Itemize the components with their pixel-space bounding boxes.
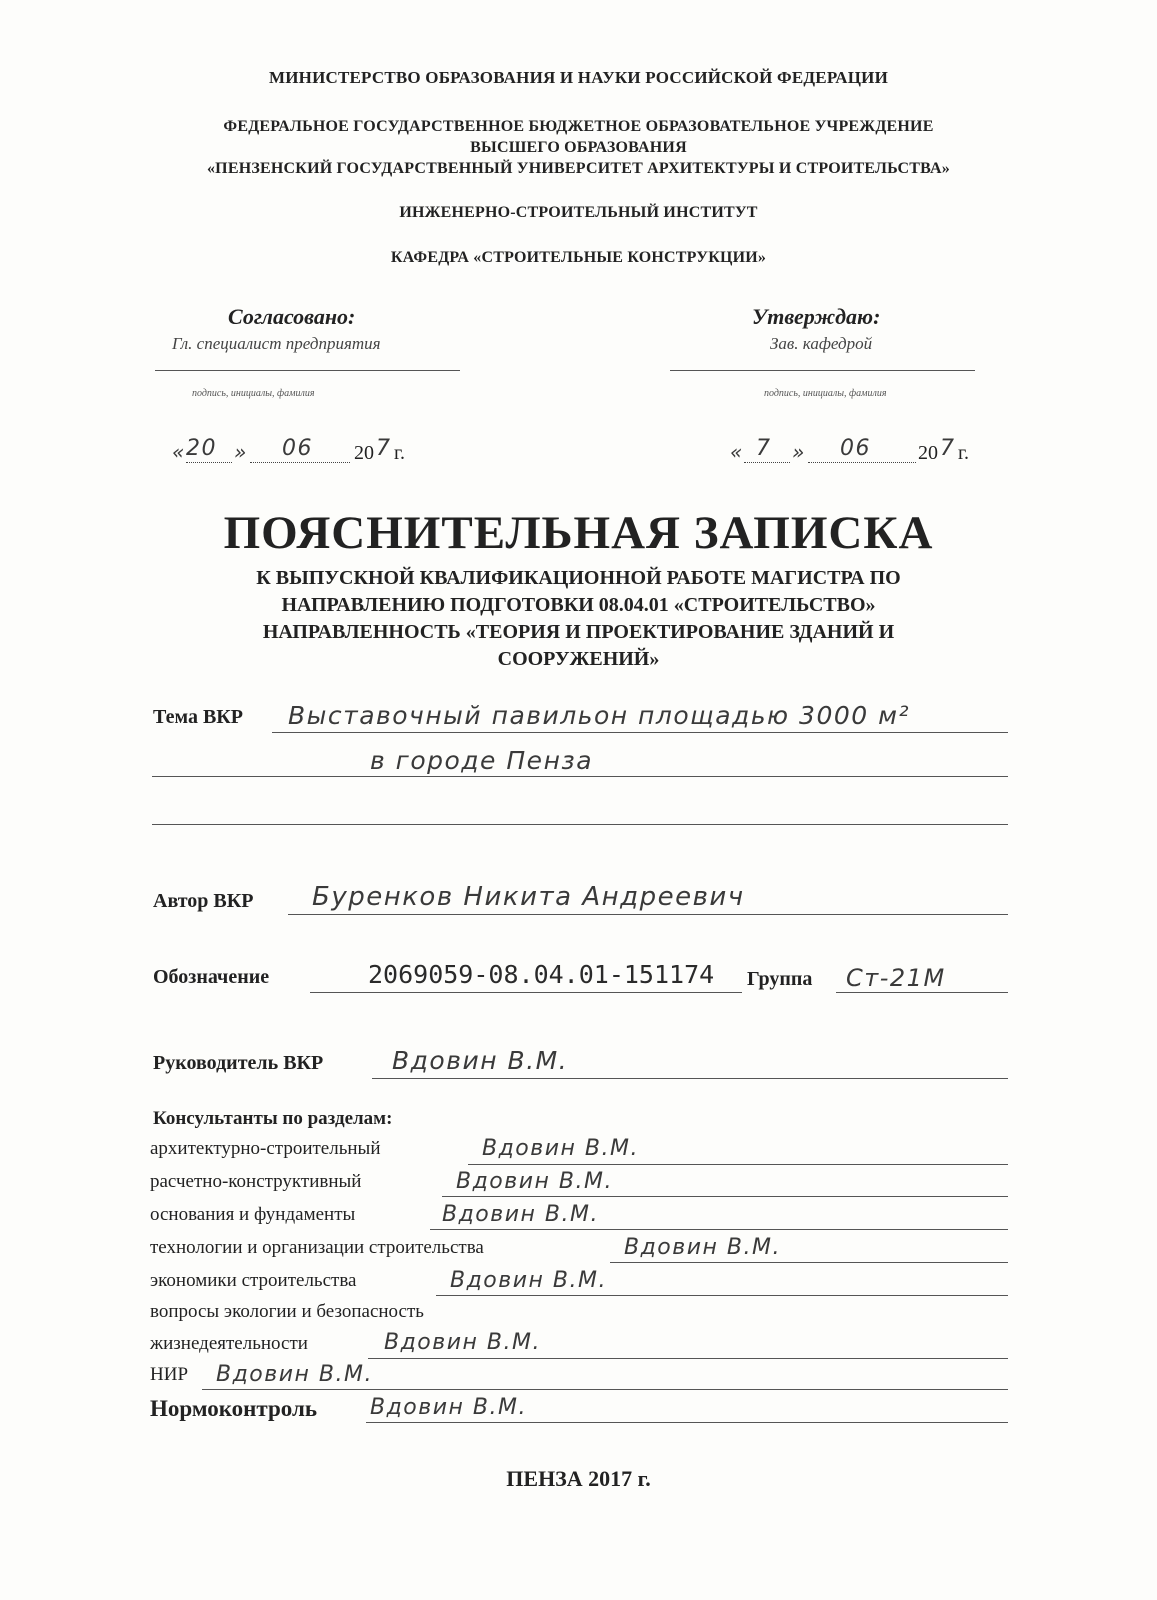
approval-left-signature-line [155,370,460,371]
consultant-value-economics: Вдовин В.М. [450,1268,607,1293]
author-value: Буренков Никита Андреевич [312,882,745,912]
approval-right-heading: Утверждаю: [752,304,881,329]
consultant-label-architecture: архитектурно-строительный [150,1138,381,1159]
consultant-label-ecology: вопросы экологии и безопасность [150,1301,424,1322]
ministry-name: МИНИСТЕРСТВО ОБРАЗОВАНИЯ И НАУКИ РОССИЙСКОЙ ФЕДЕРАЦИИ [268,68,888,87]
institution-line-1: ФЕДЕРАЛЬНОЕ ГОСУДАРСТВЕННОЕ БЮДЖЕТНОЕ ОБРАЗОВАТЕЛЬНОЕ УЧРЕЖДЕНИЕ [223,118,934,135]
approval-left-date-close: » [234,440,248,464]
supervisor-value: Вдовин В.М. [392,1046,569,1075]
group-label: Группа [747,968,813,990]
consultant-label-research: НИР [150,1364,189,1385]
consultant-value-research: Вдовин В.М. [216,1362,373,1387]
consultant-value-architecture: Вдовин В.М. [482,1136,639,1161]
approval-right-year-prefix: 20 [918,442,938,464]
supervisor-label: Руководитель ВКР [153,1052,324,1074]
approval-right-year-suffix: г. [958,442,969,464]
consultant-label-economics: экономики строительства [150,1270,357,1291]
consultant-label-structural: расчетно-конструктивный [150,1171,362,1192]
approval-left-date [172,436,442,468]
approval-right-signature-line [670,370,975,371]
document-title: ПОЯСНИТЕЛЬНАЯ ЗАПИСКА [223,507,934,559]
approval-left-date-open: « [172,440,186,464]
designation-label: Обозначение [153,966,270,988]
approval-right-date-open: « [730,440,744,464]
institution-line-2: ВЫСШЕГО ОБРАЗОВАНИЯ [470,139,687,156]
group-value: Ст-21М [846,964,946,992]
consultant-label-foundations: основания и фундаменты [150,1204,356,1225]
consultant-value-technology: Вдовин В.М. [624,1235,781,1260]
approval-left-position: Гл. специалист предприятия [172,334,381,353]
institute-name: ИНЖЕНЕРНО-СТРОИТЕЛЬНЫЙ ИНСТИТУТ [399,204,758,221]
approval-left-month: 06 [282,436,313,461]
approval-left-day: 20 [186,436,217,461]
consultants-heading: Консультанты по разделам: [153,1108,393,1129]
approval-right-date-close: » [792,440,806,464]
approval-left-year-suffix: г. [394,442,405,464]
approval-left-year-digit: 7 [376,436,392,461]
normcontrol-value: Вдовин В.М. [370,1395,527,1420]
document-subtitle-2: НАПРАВЛЕНИЮ ПОДГОТОВКИ 08.04.01 «СТРОИТЕЛЬСТВО» [281,594,876,616]
document-subtitle-4: СООРУЖЕНИЙ» [497,648,660,670]
document-subtitle-1: К ВЫПУСКНОЙ КВАЛИФИКАЦИОННОЙ РАБОТЕ МАГИСТРА ПО [256,567,901,589]
topic-value-line-1: Выставочный павильон площадью 3000 м² [288,701,910,730]
document-subtitle-3: НАПРАВЛЕННОСТЬ «ТЕОРИЯ И ПРОЕКТИРОВАНИЕ ЗДАНИЙ И [262,621,895,643]
normcontrol-label: Нормоконтроль [150,1396,318,1421]
topic-label: Тема ВКР [153,706,243,728]
author-label: Автор ВКР [153,890,254,912]
approval-right-date [730,436,1000,468]
approval-right-position: Зав. кафедрой [770,334,873,353]
consultant-value-structural: Вдовин В.М. [456,1169,613,1194]
consultant-value-foundations: Вдовин В.М. [442,1202,599,1227]
approval-right-month: 06 [840,436,871,461]
approval-right-day: 7 [756,436,772,461]
department-name: КАФЕДРА «СТРОИТЕЛЬНЫЕ КОНСТРУКЦИИ» [390,249,767,266]
topic-value-line-2: в городе Пенза [370,746,594,775]
consultant-label-safety: жизнедеятельности [150,1333,308,1354]
footer-city-year: ПЕНЗА 2017 г. [506,1466,651,1491]
consultant-label-technology: технологии и организации строительства [150,1237,484,1258]
designation-value: 2069059-08.04.01-151174 [368,960,715,989]
consultant-value-safety: Вдовин В.М. [384,1330,541,1355]
approval-left-heading: Согласовано: [228,304,356,329]
institution-line-3: «ПЕНЗЕНСКИЙ ГОСУДАРСТВЕННЫЙ УНИВЕРСИТЕТ АРХИТЕКТУРЫ И СТРОИТЕЛЬСТВА» [206,160,950,177]
approval-left-year-prefix: 20 [354,442,374,464]
approval-right-caption: подпись, инициалы, фамилия [764,388,887,399]
approval-right-year-digit: 7 [940,436,956,461]
approval-left-caption: подпись, инициалы, фамилия [192,388,315,399]
